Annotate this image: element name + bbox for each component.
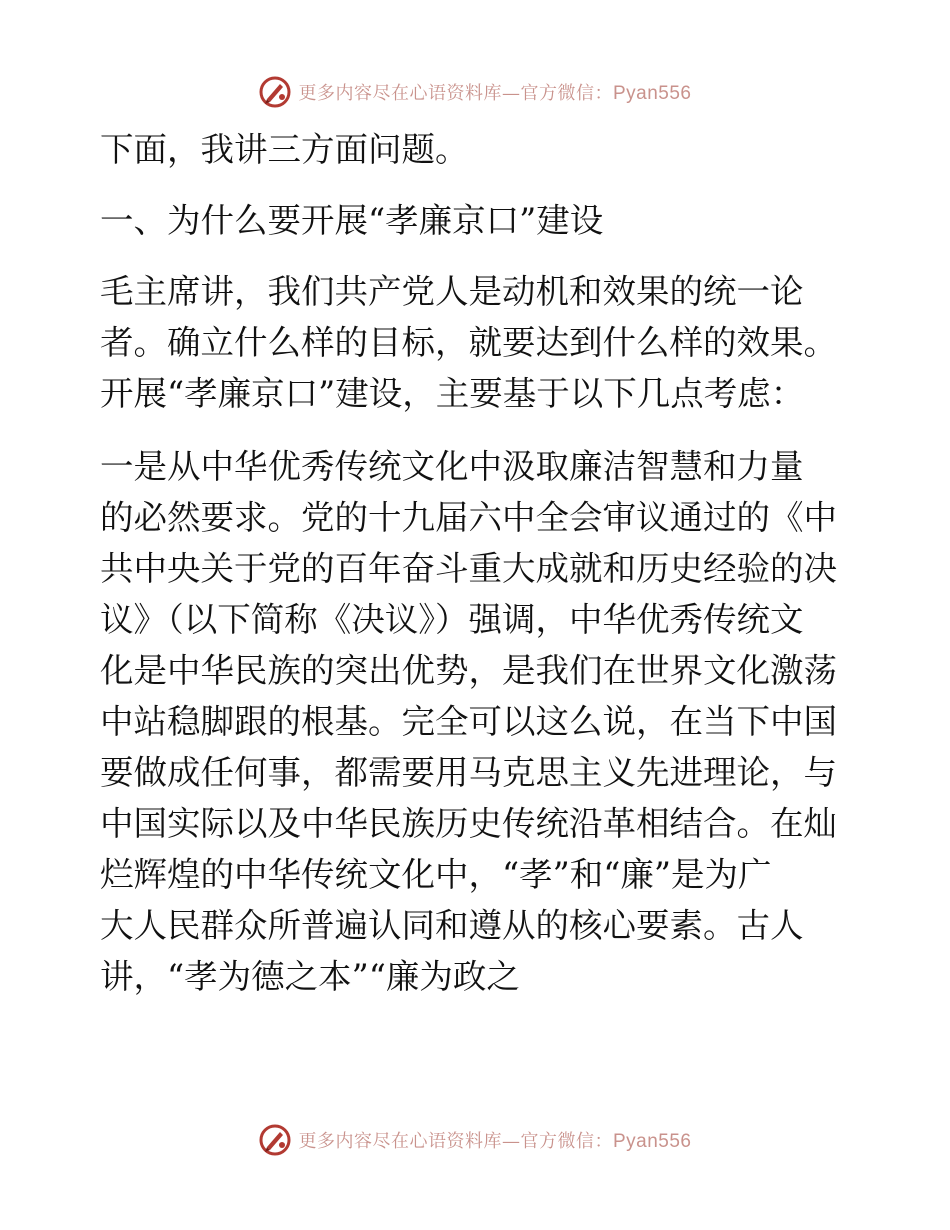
header-watermark (0, 72, 950, 112)
red-pen-seal-icon (258, 75, 292, 109)
watermark-handle: Pyan556 (612, 1131, 692, 1152)
text-line: 一是从中华优秀传统文化中汲取廉洁智慧和力量 (100, 447, 804, 486)
red-pen-seal-icon (258, 1123, 292, 1157)
document-body (100, 124, 860, 1002)
text-line: 议》（以下简称《决议》）强调，中华优秀传统文 (100, 600, 804, 639)
text-line: 中国实际以及中华民族历史传统沿革相结合。在灿 (100, 804, 837, 843)
text-line: 一、为什么要开展“孝廉京口”建设 (100, 201, 604, 240)
text-line: 开展“孝廉京口”建设，主要基于以下几点考虑： (100, 374, 805, 413)
footer-watermark (0, 1120, 950, 1160)
text-line: 共中央关于党的百年奋斗重大成就和历史经验的决 (100, 549, 837, 588)
paragraph-intro (100, 124, 860, 175)
watermark-text: 更多内容尽在心语资料库—官方微信：Pyan556 (298, 1131, 692, 1152)
text-line: 烂辉煌的中华传统文化中，“孝”和“廉”是为广 (100, 855, 772, 894)
section-heading (100, 195, 860, 246)
text-line: 大人民群众所普遍认同和遵从的核心要素。古人 (100, 906, 804, 945)
text-line: 毛主席讲，我们共产党人是动机和效果的统一论 (100, 272, 804, 311)
text-line: 的必然要求。党的十九届六中全会审议通过的《中 (100, 498, 837, 537)
text-line: 化是中华民族的突出优势，是我们在世界文化激荡 (100, 651, 837, 690)
text-line: 中站稳脚跟的根基。完全可以这么说，在当下中国 (100, 702, 837, 741)
watermark-text: 更多内容尽在心语资料库—官方微信：Pyan556 (298, 83, 692, 104)
watermark-handle: Pyan556 (612, 83, 692, 104)
text-line: 者。确立什么样的目标，就要达到什么样的效果。 (100, 323, 837, 362)
paragraph-motivation (100, 266, 860, 419)
text-line: 要做成任何事，都需要用马克思主义先进理论，与 (100, 753, 837, 792)
text-line: 下面，我讲三方面问题。 (100, 130, 469, 169)
text-line: 讲，“孝为德之本”“廉为政之 (100, 957, 520, 996)
paragraph-first-reason (100, 441, 860, 1002)
